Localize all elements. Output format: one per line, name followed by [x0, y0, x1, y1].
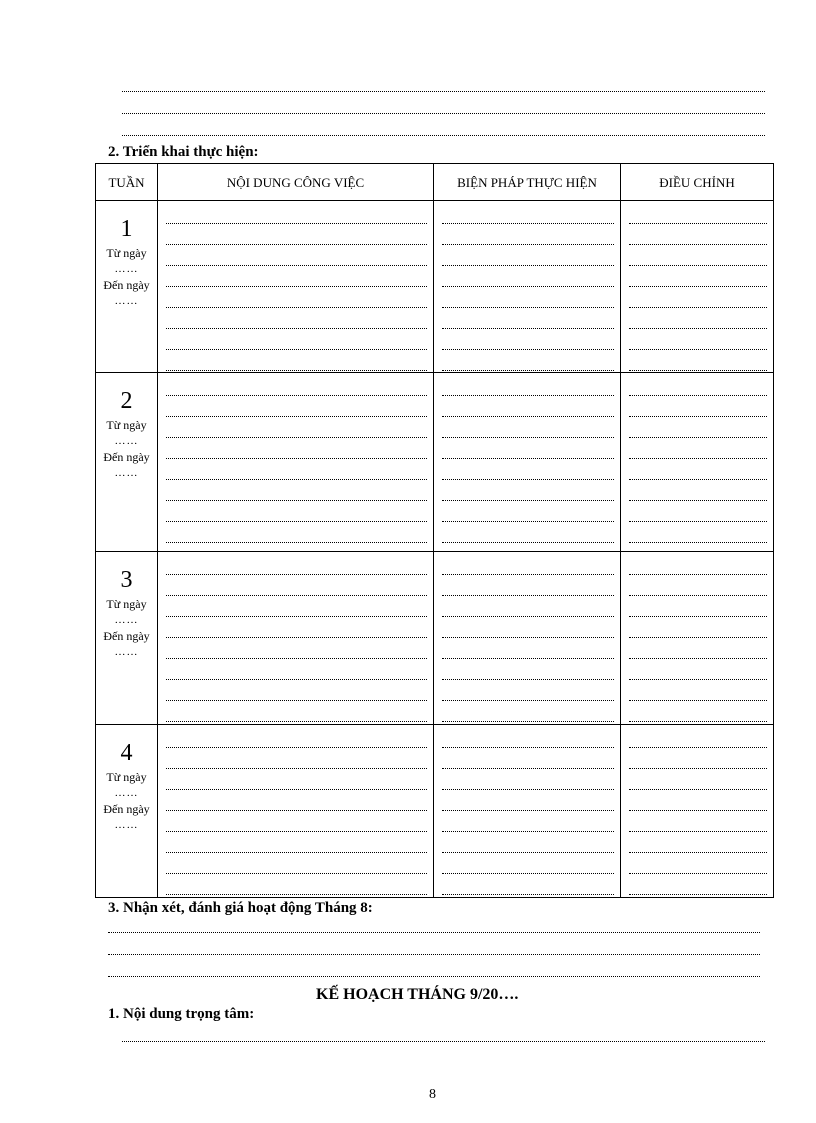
dotted-line	[629, 396, 767, 417]
dotted-line	[108, 944, 760, 956]
week-cell	[96, 373, 158, 552]
dotted-line	[166, 287, 427, 308]
dotted-line	[122, 81, 765, 93]
dotted-line	[442, 617, 614, 638]
dotted-line	[166, 727, 427, 748]
week-from-label: Từ ngày	[106, 597, 147, 611]
writing-lines	[621, 552, 773, 722]
measures-cell	[434, 552, 621, 725]
dotted-line	[442, 417, 614, 438]
week-row	[96, 201, 774, 373]
writing-lines	[621, 373, 773, 543]
dotted-line	[442, 853, 614, 874]
adjust-cell	[621, 201, 774, 373]
dotted-line	[442, 811, 614, 832]
dotted-line	[629, 811, 767, 832]
dotted-line	[629, 245, 767, 266]
dotted-line	[442, 874, 614, 895]
dotted-line	[629, 554, 767, 575]
dotted-line	[629, 575, 767, 596]
dotted-line	[166, 701, 427, 722]
dotted-line	[442, 638, 614, 659]
dotted-line	[629, 417, 767, 438]
week-from-blank: ……	[114, 435, 139, 447]
dotted-line	[442, 554, 614, 575]
dotted-line	[629, 350, 767, 371]
week-from-blank: ……	[114, 787, 139, 799]
week-cell	[96, 552, 158, 725]
dotted-line	[166, 375, 427, 396]
week-to-blank: ……	[114, 467, 139, 479]
dotted-line	[629, 329, 767, 350]
dotted-line	[442, 748, 614, 769]
dotted-line	[166, 832, 427, 853]
week-row	[96, 725, 774, 898]
dotted-line	[442, 203, 614, 224]
content-cell	[158, 373, 434, 552]
writing-lines	[434, 373, 620, 543]
week-number: 3	[120, 567, 133, 593]
dotted-line	[166, 459, 427, 480]
dotted-line	[166, 245, 427, 266]
dotted-line	[166, 769, 427, 790]
content-cell	[158, 552, 434, 725]
dotted-line	[166, 396, 427, 417]
dotted-line	[166, 638, 427, 659]
dotted-line	[629, 659, 767, 680]
dotted-line	[166, 329, 427, 350]
writing-lines	[434, 201, 620, 371]
dotted-line	[166, 680, 427, 701]
dotted-line	[442, 480, 614, 501]
header-week: TUẦN	[96, 164, 158, 201]
dotted-line	[629, 522, 767, 543]
writing-lines	[621, 725, 773, 895]
section-1-heading: 1. Nội dung trọng tâm:	[108, 1006, 255, 1022]
dotted-line	[442, 575, 614, 596]
week-to-label: Đến ngày	[103, 278, 150, 292]
adjust-cell	[621, 725, 774, 898]
dotted-line	[442, 680, 614, 701]
dotted-line	[166, 811, 427, 832]
writing-lines	[158, 201, 433, 371]
dotted-line	[122, 103, 765, 115]
dotted-line	[629, 748, 767, 769]
week-from-label: Từ ngày	[106, 770, 147, 784]
writing-lines	[158, 552, 433, 722]
header-measures: BIỆN PHÁP THỰC HIỆN	[434, 164, 621, 201]
week-to-label: Đến ngày	[103, 802, 150, 816]
measures-cell	[434, 725, 621, 898]
week-from-label: Từ ngày	[106, 418, 147, 432]
dotted-line	[629, 308, 767, 329]
dotted-line	[629, 203, 767, 224]
dotted-line	[629, 287, 767, 308]
dotted-line	[442, 287, 614, 308]
dotted-line	[442, 438, 614, 459]
dotted-line	[166, 853, 427, 874]
dotted-line	[442, 727, 614, 748]
dotted-line	[122, 1031, 765, 1043]
dotted-line	[629, 727, 767, 748]
dotted-line	[166, 350, 427, 371]
dotted-line	[442, 596, 614, 617]
table-header-row	[96, 164, 774, 201]
dotted-line	[122, 125, 765, 137]
week-to-label: Đến ngày	[103, 629, 150, 643]
dotted-line	[442, 459, 614, 480]
week-number: 1	[120, 216, 133, 242]
dotted-line	[442, 832, 614, 853]
header-content: NỘI DUNG CÔNG VIỆC	[158, 164, 434, 201]
week-from-blank: ……	[114, 614, 139, 626]
dotted-line	[629, 680, 767, 701]
content-cell	[158, 201, 434, 373]
week-cell	[96, 201, 158, 373]
week-to-blank: ……	[114, 819, 139, 831]
dotted-line	[629, 832, 767, 853]
dotted-line	[442, 266, 614, 287]
dotted-line	[166, 575, 427, 596]
writing-lines	[158, 373, 433, 543]
section-2-heading: 2. Triển khai thực hiện:	[108, 144, 259, 160]
writing-lines	[434, 725, 620, 895]
dotted-line	[629, 769, 767, 790]
dotted-line	[629, 501, 767, 522]
dotted-line	[442, 396, 614, 417]
dotted-line	[629, 874, 767, 895]
plan-title: KẾ HOẠCH THÁNG 9/20….	[316, 986, 519, 1003]
dotted-line	[442, 375, 614, 396]
week-from-blank: ……	[114, 263, 139, 275]
dotted-line	[442, 501, 614, 522]
dotted-line	[166, 522, 427, 543]
dotted-line	[166, 659, 427, 680]
writing-lines	[434, 552, 620, 722]
dotted-line	[442, 790, 614, 811]
dotted-line	[166, 617, 427, 638]
writing-lines	[158, 725, 433, 895]
week-to-blank: ……	[114, 646, 139, 658]
dotted-line	[108, 966, 760, 978]
dotted-line	[442, 308, 614, 329]
dotted-line	[629, 638, 767, 659]
dotted-line	[166, 748, 427, 769]
dotted-line	[166, 554, 427, 575]
measures-cell	[434, 373, 621, 552]
measures-cell	[434, 201, 621, 373]
adjust-cell	[621, 373, 774, 552]
dotted-line	[442, 522, 614, 543]
dotted-line	[629, 701, 767, 722]
dotted-line	[629, 480, 767, 501]
content-cell	[158, 725, 434, 898]
dotted-line	[108, 922, 760, 934]
week-row	[96, 373, 774, 552]
dotted-line	[442, 224, 614, 245]
dotted-line	[629, 853, 767, 874]
dotted-line	[166, 203, 427, 224]
dotted-line	[166, 266, 427, 287]
page-number: 8	[429, 1087, 436, 1102]
week-from-label: Từ ngày	[106, 246, 147, 260]
week-number: 4	[120, 740, 133, 766]
dotted-line	[166, 501, 427, 522]
dotted-line	[629, 617, 767, 638]
dotted-line	[442, 245, 614, 266]
dotted-line	[629, 459, 767, 480]
week-cell	[96, 725, 158, 898]
dotted-line	[442, 659, 614, 680]
writing-lines	[621, 201, 773, 371]
dotted-line	[166, 224, 427, 245]
dotted-line	[629, 375, 767, 396]
dotted-line	[166, 596, 427, 617]
dotted-line	[166, 874, 427, 895]
implementation-table	[95, 163, 774, 898]
dotted-line	[442, 769, 614, 790]
dotted-line	[166, 438, 427, 459]
dotted-line	[166, 417, 427, 438]
dotted-line	[166, 480, 427, 501]
dotted-line	[629, 790, 767, 811]
dotted-line	[442, 701, 614, 722]
dotted-line	[166, 790, 427, 811]
dotted-line	[629, 596, 767, 617]
week-to-blank: ……	[114, 295, 139, 307]
dotted-line	[629, 224, 767, 245]
dotted-line	[442, 329, 614, 350]
week-number: 2	[120, 388, 133, 414]
adjust-cell	[621, 552, 774, 725]
dotted-line	[629, 266, 767, 287]
dotted-line	[442, 350, 614, 371]
dotted-line	[166, 308, 427, 329]
header-adjust: ĐIỀU CHỈNH	[621, 164, 774, 201]
section-3-heading: 3. Nhận xét, đánh giá hoạt động Tháng 8:	[108, 900, 373, 916]
dotted-line	[629, 438, 767, 459]
week-to-label: Đến ngày	[103, 450, 150, 464]
week-row	[96, 552, 774, 725]
